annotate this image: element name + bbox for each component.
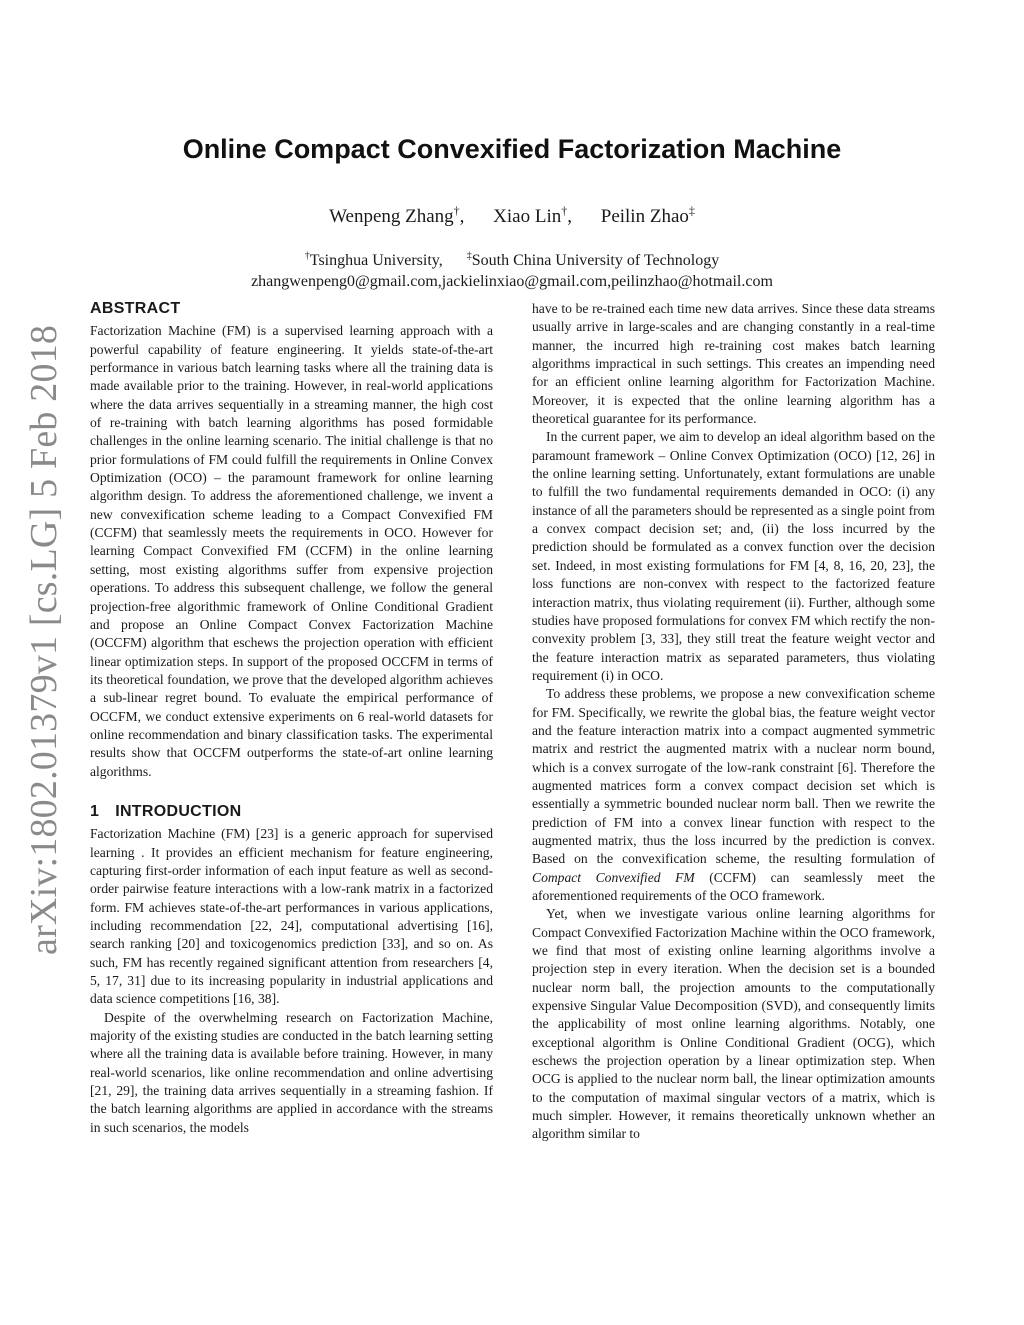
abstract-text: Factorization Machine (FM) is a supervised learning approach with a powerful capability of feature engineering. It yields state-of-the-art performance in various batch learning tasks where all the training data is made available prior to the training. However, in real-world applications where the data arrives sequentially in a streaming manner, the high cost of re-training with batch learning algorithms has posed formidable challenges in the online learning scenario. The initial challenge is that no prior formulations of FM could fulfill the requirements in Online Convex Optimization (OCO) – the paramount framework for online learning algorithm design. To address the aforementioned challenge, we invent a new convexification scheme leading to a Compact Convexified FM (CCFM) that seamlessly meets the requirements in OCO. However for learning Compact Convexified FM (CCFM) in the online learning setting, most existing algorithms suffer from expensive projection operations. To address this subsequent challenge, we follow the general projection-free algorithmic framework of Online Conditional Gradient and propose an Online Compact Convex Factorization Machine (OCCFM) algorithm that eschews the projection operation with efficient linear optimization steps. In support of the proposed OCCFM in terms of its theoretical foundation, we prove that the developed algorithm achieves a sub-linear regret bound. To evaluate the empirical performance of OCCFM, we conduct extensive experiments on 6 real-world datasets for online recommendation and binary classification tasks. The experimental results show that OCCFM outperforms the state-of-art online learning algorithms.	[90, 323, 493, 779]
intro-heading: 1 INTRODUCTION	[90, 802, 242, 820]
right-paragraph-1: have to be re-trained each time new data arrives. Since these data streams usually arrive in large-scales and are changing constantly in a real-time manner, the incurred high re-training cost makes batch learning algorithms impractical in such settings. This creates an impending need for an efficient online learning algorithm for Factorization Machine. Moreover, it is expected that the online learning algorithm has a theoretical guarantee for its performance.	[532, 301, 935, 427]
intro-paragraph-1: Factorization Machine (FM) [23] is a generic approach for supervised learning . It provides an efficient mechanism for feature engineering, capturing first-order information of each input feature as well as second-order pairwise feature interactions with a low-rank matrix in a factorized form. FM achieves state-of-the-art performances in various applications, including recommendation [22, 24], computational advertising [16], search ranking [20] and toxicogenomics prediction [33], and so on. As such, FM has recently regained significant attention from researchers [4, 5, 17, 31] due to its increasing popularity in industrial applications and data science competitions [16, 38].	[90, 826, 493, 1007]
right-paragraph-4: Yet, when we investigate various online learning algorithms for Compact Convexified Factorization Machine within the OCO framework, we find that most of existing online learning algorithms involve a projection step in every iteration. When the decision set is a bounded nuclear norm ball, the projection amounts to the computationally expensive Singular Value Decomposition (SVD), and consequently limits the applicability of most online learning algorithms. Notably, one exceptional algorithm is Online Conditional Gradient (OCG), which eschews the projection operation by a linear optimization step. When OCG is applied to the nuclear norm ball, the linear optimization amounts to the computation of maximal singular vectors of a matrix, which is much simpler. However, it remains theoretically unknown whether an algorithm similar to	[532, 906, 935, 1142]
right-paragraph-3: To address these problems, we propose a new convexification scheme for FM. Specifically, we rewrite the global bias, the feature weight vector and the feature interaction matrix into a compact augmented symmetric matrix and restrict the augmented matrix with a nuclear norm bound, which is a convex surrogate of the low-rank constraint [6]. Therefore the augmented matrices form a convex compact decision set which is essentially a symmetric bounded nuclear norm ball. Then we rewrite the prediction of FM into a convex linear function with respect to the augmented matrix, thus the loss incurred by the prediction is convex. Based on the convexification scheme, the resulting formulation of Compact Convexified FM (CCFM) can seamlessly meet the aforementioned requirements of the OCO framework.	[532, 686, 935, 903]
left-column	[90, 300, 493, 1137]
author-emails: zhangwenpeng0@gmail.com,jackielinxiao@gmail.com,peilinzhao@hotmail.com	[251, 273, 773, 291]
ccfm-term: Compact Convexified FM	[532, 869, 695, 885]
intro-paragraph-2: Despite of the overwhelming research on Factorization Machine, majority of the existing studies are conducted in the batch learning setting where all the training data is available before training. However, in many real-world scenarios, like online recommendation and online advertising [21, 29], the training data arrives sequentially in a streaming fashion. If the batch learning algorithms are applied in accordance with the streams in such scenarios, the models	[90, 1009, 493, 1135]
author-1: Wenpeng Zhang†,	[329, 204, 465, 228]
paper-title: Online Compact Convexified Factorization Machine	[182, 134, 842, 164]
abstract-heading: ABSTRACT	[90, 300, 181, 317]
arxiv-identifier: arXiv:1802.01379v1 [cs.LG] 5 Feb 2018	[23, 324, 65, 955]
affiliation-1: †Tsinghua University,	[304, 251, 443, 270]
author-2: Xiao Lin†,	[493, 204, 572, 228]
right-column	[532, 300, 935, 1144]
right-paragraph-2: In the current paper, we aim to develop an ideal algorithm based on the paramount framework – Online Convex Optimization (OCO) [12, 26] in the online learning setting. Unfortunately, extant formulations are unable to fulfill the two fundamental requirements demanded in OCO: (i) any instance of all the parameters should be represented as a single point from a convex compact decision set; and, (ii) the loss incurred by the prediction should be formulated as a convex function over the decision set. Indeed, in most existing formulations for FM [4, 8, 16, 20, 23], the loss functions are non-convex with respect to the factorized feature interaction matrix, thus violating requirement (ii). Further, although some studies have proposed formulations for convex FM which rectify the non-convexity problem [3, 33], they still treat the feature weight vector and the feature interaction matrix as separated parameters, thus violating requirement (i) in OCO.	[532, 429, 935, 683]
author-list	[0, 204, 1024, 228]
affiliation-2: ‡South China University of Technology	[466, 251, 720, 270]
author-3: Peilin Zhao‡	[600, 204, 695, 228]
affiliations	[0, 246, 1024, 292]
